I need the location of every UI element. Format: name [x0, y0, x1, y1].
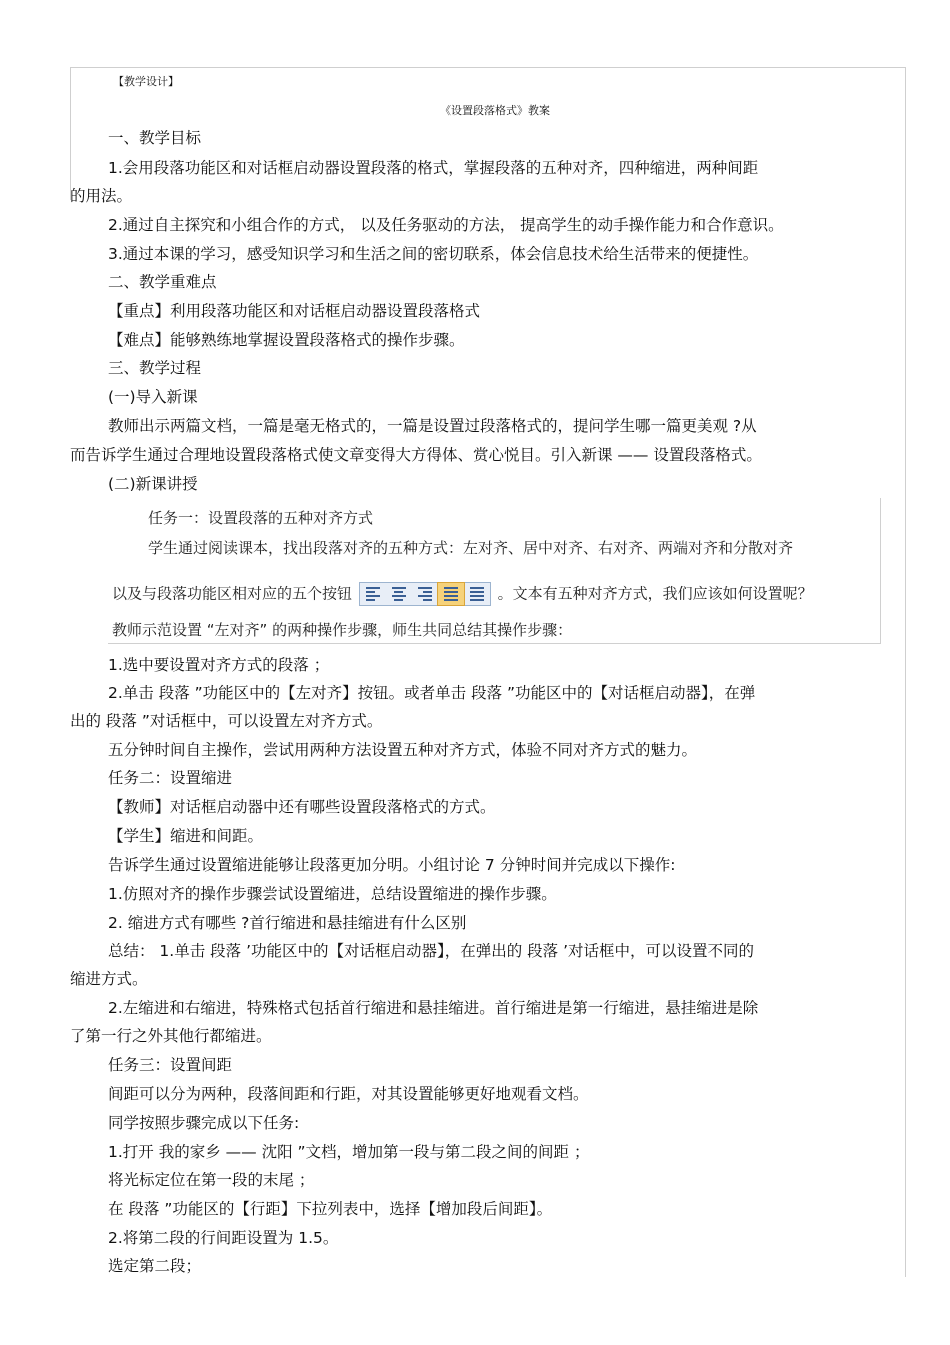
frame-right-border: [905, 67, 906, 1277]
align-justify-icon: [438, 583, 464, 605]
task-one-description: 学生通过阅读课本，找出段落对齐的五种方式：左对齐、居中对齐、右对齐、两端对齐和分散对齐: [148, 539, 794, 557]
body-line: 2. 缩进方式有哪些 ?首行缩进和悬挂缩进有什么区别: [108, 914, 467, 932]
body-line: 出的 段落 ”对话框中，可以设置左对齐方式。: [70, 712, 383, 730]
body-line: 的用法。: [70, 187, 133, 205]
body-line: 教师出示两篇文档，一篇是毫无格式的，一篇是设置过段落格式的，提问学生哪一篇更美观 ?从: [108, 417, 757, 435]
body-line: 在 段落 ”功能区的【行距】下拉列表中，选择【增加段后间距】。: [108, 1200, 553, 1218]
body-line: 一、教学目标: [108, 129, 202, 147]
frame-left-border: [70, 67, 71, 200]
embedded-screenshot: [108, 498, 881, 644]
align-distributed-icon: [464, 583, 490, 605]
task-one-heading: 任务一：设置段落的五种对齐方式: [148, 509, 374, 527]
frame-top-border: [70, 67, 906, 68]
body-line: 1.打开 我的家乡 —— 沈阳 ”文档，增加第一段与第二段之间的间距 ；: [108, 1143, 590, 1161]
body-line: 2.将第二段的行间距设置为 1.5。: [108, 1229, 339, 1247]
body-line: 将光标定位在第一段的末尾 ；: [108, 1171, 315, 1189]
align-left-icon: [360, 583, 386, 605]
body-line: 1.选中要设置对齐方式的段落 ；: [108, 656, 330, 674]
body-line: 而告诉学生通过合理地设置段落格式使文章变得大方得体、赏心悦目。引入新课 —— 设置段落格式。: [70, 446, 762, 464]
body-line: 选定第二段；: [108, 1257, 202, 1275]
document-title: 《设置段落格式》教案: [440, 104, 550, 117]
body-line: 任务三：设置间距: [108, 1056, 233, 1074]
body-line: 2.左缩进和右缩进，特殊格式包括首行缩进和悬挂缩进。首行缩进是第一行缩进，悬挂缩进是除: [108, 999, 759, 1017]
body-line: 缩进方式。: [70, 970, 148, 988]
body-line: 2.通过自主探究和小组合作的方式， 以及任务驱动的方法， 提高学生的动手操作能力和合作意识。: [108, 216, 784, 234]
body-line: (二)新课讲授: [108, 475, 198, 493]
task-one-demo-line: 教师示范设置 “左对齐” 的两种操作步骤，师生共同总结其操作步骤：: [112, 621, 573, 639]
body-line: 【重点】利用段落功能区和对话框启动器设置段落格式: [108, 302, 481, 320]
task-one-buttons-line: [112, 582, 813, 606]
alignment-button-group: [359, 582, 491, 606]
body-line: 3.通过本课的学习，感受知识学习和生活之间的密切联系，体会信息技术给生活带来的便捷性。: [108, 245, 759, 263]
body-line: 【难点】能够熟练地掌握设置段落格式的操作步骤。: [108, 331, 465, 349]
body-line: 同学按照步骤完成以下任务:: [108, 1114, 300, 1132]
align-center-icon: [386, 583, 412, 605]
body-line: 三、教学过程: [108, 359, 202, 377]
body-line: 2.单击 段落 ”功能区中的【左对齐】按钮。或者单击 段落 ”功能区中的【对话框启动器】，在弹: [108, 684, 756, 702]
body-line: 1.仿照对齐的操作步骤尝试设置缩进，总结设置缩进的操作步骤。: [108, 885, 557, 903]
body-line: 【学生】缩进和间距。: [108, 827, 264, 845]
body-line: 二、教学重难点: [108, 273, 217, 291]
body-line: 间距可以分为两种，段落间距和行距，对其设置能够更好地观看文档。: [108, 1085, 589, 1103]
body-line: 总结： 1.单击 段落 ’功能区中的【对话框启动器】，在弹出的 段落 ’对话框中，可以设置不同的: [108, 942, 755, 960]
header-tag: 【教学设计】: [113, 75, 179, 88]
body-line: (一)导入新课: [108, 388, 198, 406]
body-line: 了第一行之外其他行都缩进。: [70, 1027, 272, 1045]
align-right-icon: [412, 583, 438, 605]
body-line: 任务二：设置缩进: [108, 769, 233, 787]
body-line: 【教师】对话框启动器中还有哪些设置段落格式的方式。: [108, 798, 496, 816]
buttons-line-after: 。文本有五种对齐方式，我们应该如何设置呢？: [497, 584, 813, 603]
body-line: 五分钟时间自主操作，尝试用两种方法设置五种对齐方式，体验不同对齐方式的魅力。: [108, 741, 698, 759]
body-line: 1.会用段落功能区和对话框启动器设置段落的格式，掌握段落的五种对齐，四种缩进，两种间距: [108, 159, 759, 177]
body-line: 告诉学生通过设置缩进能够让段落更加分明。小组讨论 7 分钟时间并完成以下操作:: [108, 856, 676, 874]
buttons-line-before: 以及与段落功能区相对应的五个按钮: [112, 584, 353, 603]
